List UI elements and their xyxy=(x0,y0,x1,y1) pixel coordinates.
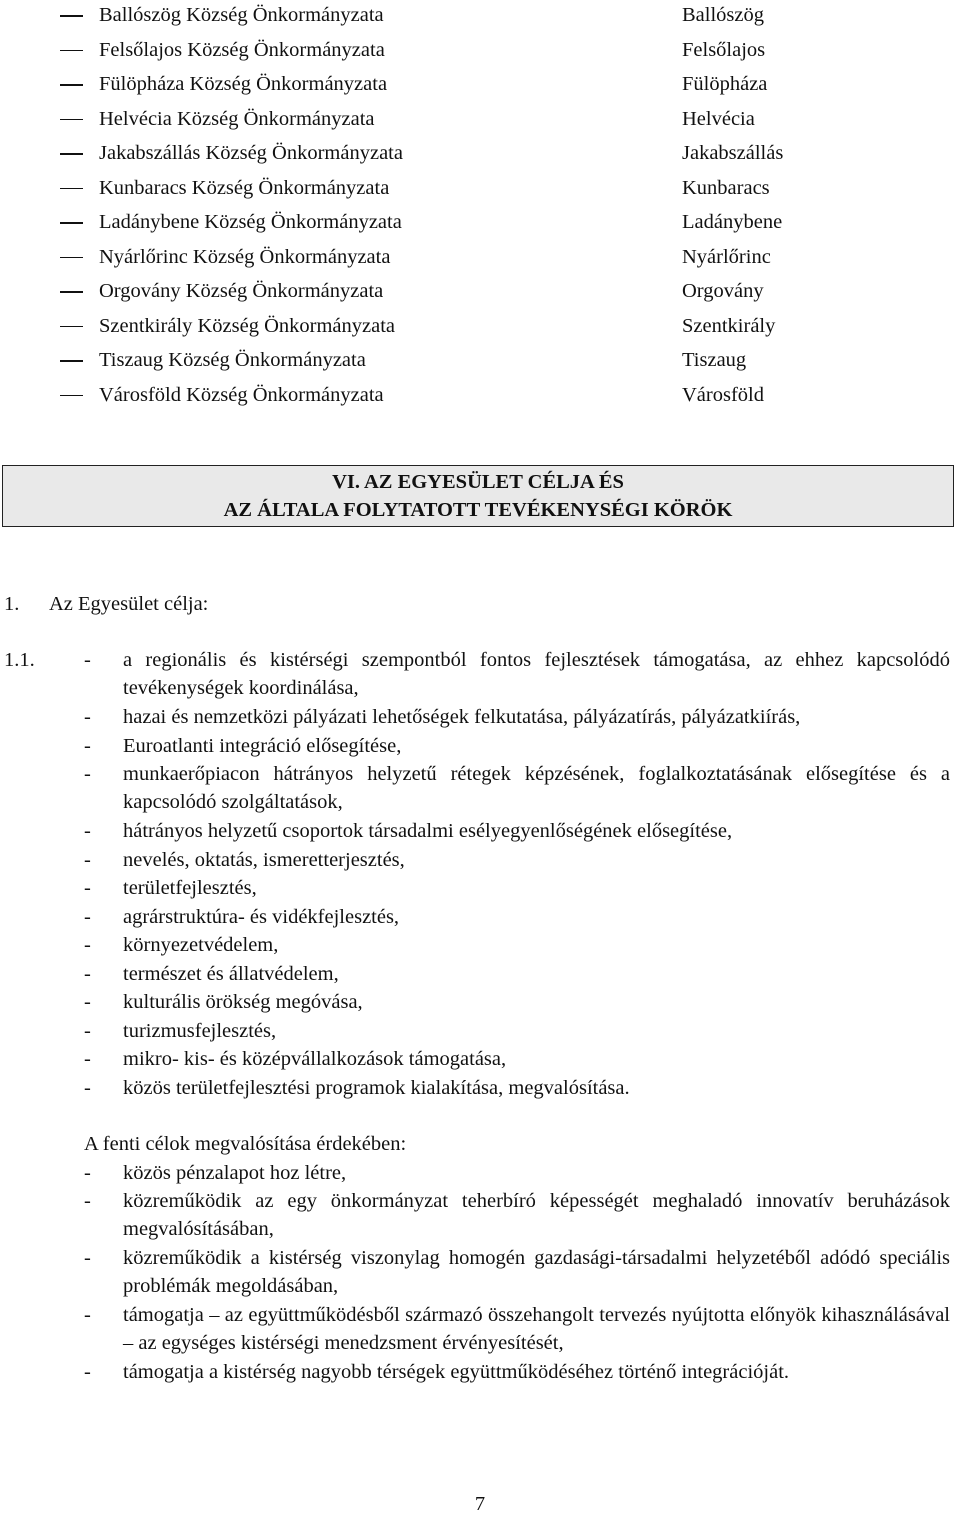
means-text: közös pénzalapot hoz létre, xyxy=(123,1161,347,1184)
member-place: Felsőlajos xyxy=(682,38,766,61)
member-place: Városföld xyxy=(682,383,764,406)
goal-text: Euroatlanti integráció elősegítése, xyxy=(123,734,402,757)
hyphen-bullet: - xyxy=(84,706,91,728)
list-item xyxy=(0,0,960,34)
member-place: Helvécia xyxy=(682,107,755,130)
goal-text: nevelés, oktatás, ismeretterjesztés, xyxy=(123,848,405,871)
goal-item xyxy=(84,1017,950,1045)
means-intro: A fenti célok megvalósítása érdekében: xyxy=(84,1133,407,1155)
hyphen-bullet: - xyxy=(84,649,91,671)
means-item xyxy=(84,1301,950,1358)
hyphen-bullet: - xyxy=(84,1247,91,1269)
member-name: Jakabszállás Község Önkormányzata xyxy=(99,142,403,164)
dash-bullet xyxy=(60,119,83,121)
means-text: közreműködik a kistérség viszonylag homogén gazdasági-társadalmi helyzetéből adódó speciális problémák megoldásában, xyxy=(123,1247,950,1298)
dash-bullet xyxy=(60,360,83,362)
member-place: Ballószög xyxy=(682,4,764,26)
means-item xyxy=(84,1187,950,1244)
goal-item xyxy=(84,1074,950,1102)
list-item xyxy=(0,311,960,345)
member-place: Fülöpháza xyxy=(682,73,768,95)
list-item xyxy=(0,380,960,414)
member-place: Orgovány xyxy=(682,280,764,302)
hyphen-bullet: - xyxy=(84,1361,91,1383)
goal-text: a regionális és kistérségi szempontból fontos fejlesztések támogatása, az ehhez kapcsolódó tevékenységek koordinálása, xyxy=(123,649,950,700)
dash-bullet xyxy=(60,326,83,328)
hyphen-bullet: - xyxy=(84,763,91,785)
list-item xyxy=(0,207,960,241)
hyphen-bullet: - xyxy=(84,848,91,871)
dash-bullet xyxy=(60,188,83,190)
means-text: támogatja – az együttműködésből származó összehangolt tervezés nyújtotta előnyök kihasználásával – az egységes kistérségi menedzsment érvényesítését, xyxy=(123,1304,950,1355)
hyphen-bullet: - xyxy=(84,991,91,1013)
goal-item xyxy=(84,846,950,874)
list-item xyxy=(0,104,960,138)
hyphen-bullet: - xyxy=(84,1304,91,1326)
dash-bullet xyxy=(60,153,83,155)
member-name: Kunbaracs Község Önkormányzata xyxy=(99,176,390,199)
goal-item xyxy=(84,817,950,845)
member-name: Fülöpháza Község Önkormányzata xyxy=(99,73,388,95)
goal-text: hátrányos helyzetű csoportok társadalmi esélyegyenlőségének elősegítése, xyxy=(123,820,733,842)
goal-text: turizmusfejlesztés, xyxy=(123,1019,277,1042)
subsection-number: 1. xyxy=(4,593,20,615)
hyphen-bullet: - xyxy=(84,820,91,842)
goal-text: kulturális örökség megóvása, xyxy=(123,991,363,1013)
hyphen-bullet: - xyxy=(84,1076,91,1099)
goal-text: természet és állatvédelem, xyxy=(123,962,339,985)
goal-item xyxy=(84,931,950,959)
list-item xyxy=(0,242,960,276)
member-name: Tiszaug Község Önkormányzata xyxy=(99,349,366,371)
member-place: Kunbaracs xyxy=(682,176,770,199)
section-heading-line-2: AZ ÁLTALA FOLYTATOTT TEVÉKENYSÉGI KÖRÖK xyxy=(223,499,733,521)
dash-bullet xyxy=(60,291,83,293)
member-place: Nyárlőrinc xyxy=(682,245,771,268)
goal-item xyxy=(84,646,950,703)
member-place: Tiszaug xyxy=(682,349,747,371)
member-name: Felsőlajos Község Önkormányzata xyxy=(99,38,385,61)
list-item xyxy=(0,173,960,207)
means-item xyxy=(84,1358,950,1386)
member-name: Ladánybene Község Önkormányzata xyxy=(99,211,402,233)
goal-item xyxy=(84,732,950,760)
member-name: Városföld Község Önkormányzata xyxy=(99,383,384,406)
dash-bullet xyxy=(60,15,83,17)
goal-item xyxy=(84,703,950,731)
member-name: Helvécia Község Önkormányzata xyxy=(99,107,375,130)
means-text: közreműködik az egy önkormányzat teherbíró képességét meghaladó innovatív beruházások megvalósításában, xyxy=(123,1190,950,1241)
hyphen-bullet: - xyxy=(84,905,91,928)
goal-text: hazai és nemzetközi pályázati lehetőségek felkutatása, pályázatírás, pályázatkiírás, xyxy=(123,706,801,728)
hyphen-bullet: - xyxy=(84,1190,91,1212)
goal-text: mikro- kis- és középvállalkozások támogatása, xyxy=(123,1048,507,1070)
goal-text: munkaerőpiacon hátrányos helyzetű rétegek képzésének, foglalkoztatásának elősegítése és a kapcsolódó szolgáltatások, xyxy=(123,763,950,814)
list-item xyxy=(0,138,960,172)
member-place: Szentkirály xyxy=(682,314,776,337)
goal-item xyxy=(84,874,950,902)
hyphen-bullet: - xyxy=(84,877,91,899)
section-heading-box xyxy=(2,465,954,527)
paragraph-number: 1.1. xyxy=(4,649,35,671)
list-item xyxy=(0,276,960,310)
hyphen-bullet: - xyxy=(84,1048,91,1070)
goal-item xyxy=(84,903,950,931)
goal-text: agrárstruktúra- és vidékfejlesztés, xyxy=(123,905,400,928)
dash-bullet xyxy=(60,222,83,224)
goal-text: közös területfejlesztési programok kialakítása, megvalósítása. xyxy=(123,1076,630,1099)
member-name: Szentkirály Község Önkormányzata xyxy=(99,314,396,337)
hyphen-bullet: - xyxy=(84,1161,91,1184)
member-name: Orgovány Község Önkormányzata xyxy=(99,280,384,302)
hyphen-bullet: - xyxy=(84,962,91,985)
goal-item xyxy=(84,988,950,1016)
dash-bullet xyxy=(60,395,83,397)
list-item xyxy=(0,69,960,103)
member-name: Ballószög Község Önkormányzata xyxy=(99,4,384,26)
hyphen-bullet: - xyxy=(84,1019,91,1042)
hyphen-bullet: - xyxy=(84,934,91,956)
goal-item xyxy=(84,1045,950,1073)
dash-bullet xyxy=(60,50,83,52)
means-item xyxy=(84,1244,950,1301)
member-place: Ladánybene xyxy=(682,211,783,233)
goal-text: környezetvédelem, xyxy=(123,934,279,956)
means-item xyxy=(84,1159,950,1187)
page-number: 7 xyxy=(474,1493,486,1515)
means-text: támogatja a kistérség nagyobb térségek együttműködéséhez történő integrációját. xyxy=(123,1361,790,1383)
dash-bullet xyxy=(60,257,83,259)
dash-bullet xyxy=(60,84,83,86)
member-place: Jakabszállás xyxy=(682,142,784,164)
list-item xyxy=(0,35,960,69)
goal-text: területfejlesztés, xyxy=(123,877,257,899)
section-heading-line-1: VI. AZ EGYESÜLET CÉLJA ÉS xyxy=(332,471,624,493)
goal-item xyxy=(84,760,950,817)
hyphen-bullet: - xyxy=(84,734,91,757)
subsection-title: Az Egyesület célja: xyxy=(49,593,209,615)
member-name: Nyárlőrinc Község Önkormányzata xyxy=(99,245,391,268)
goal-item xyxy=(84,960,950,988)
list-item xyxy=(0,345,960,379)
